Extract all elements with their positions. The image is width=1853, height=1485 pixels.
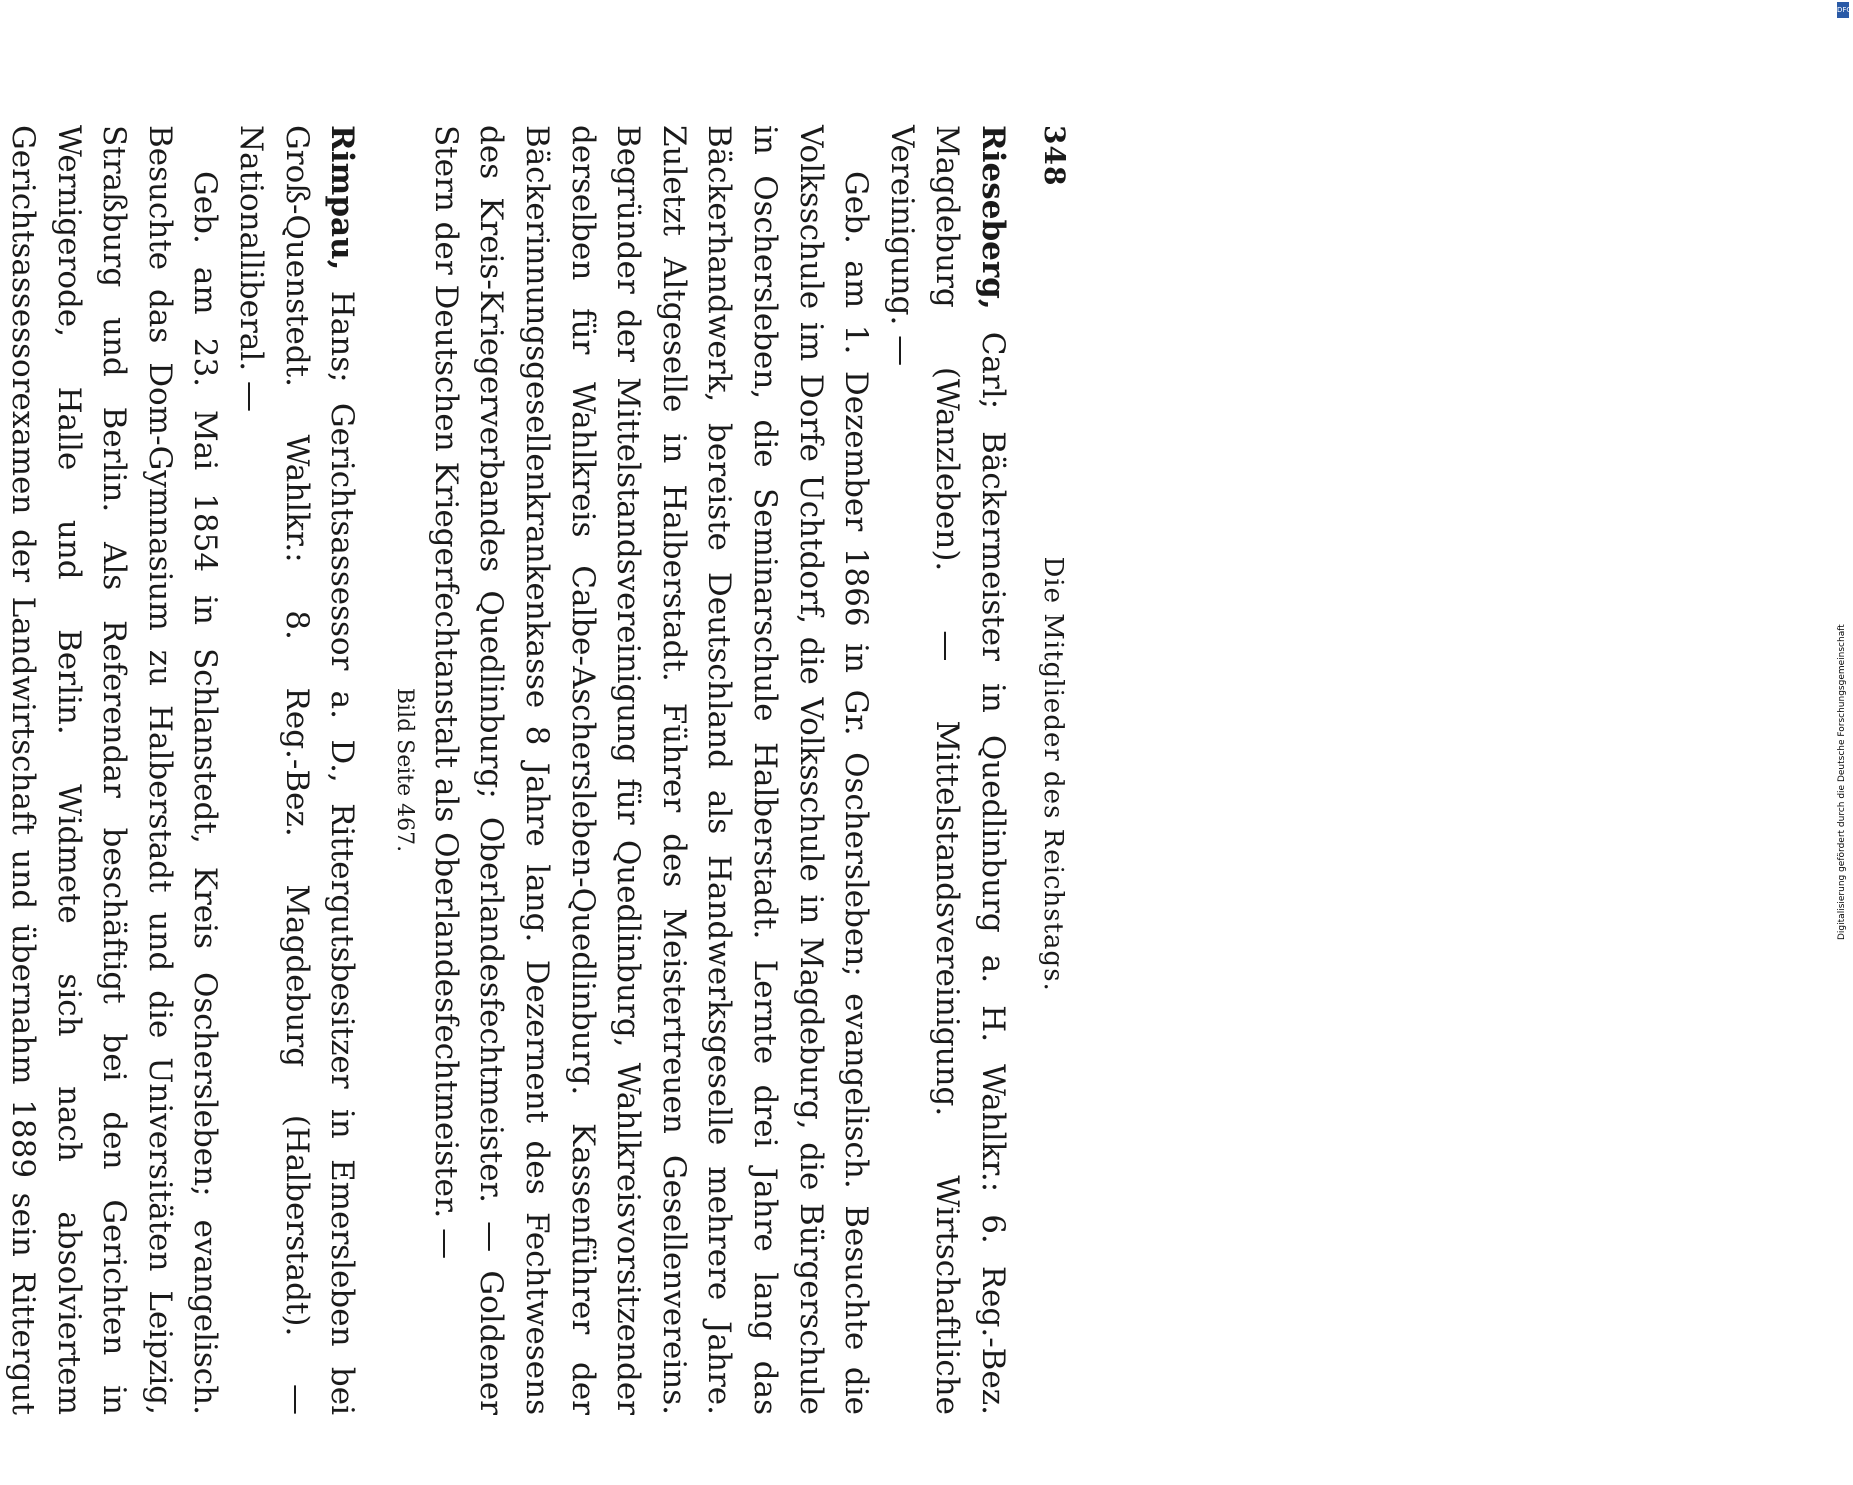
page-body — [5, 55, 1075, 1485]
digitization-credit — [1837, 0, 1849, 1000]
credit-text: Digitalisierung gefördert durch die Deutsche Forschungsgemeinschaft — [1837, 624, 1847, 940]
entry-biography: Geb. am 1. Dezember 1866 in Gr. Oschersleben; evangelisch. Besuchte die Volksschule im Dorfe Uchtdorf, die Volksschule in Magdeburg, die Bürgerschule in Oschersleben, die Seminarschule Halberstadt. Lernte drei Jahre lang das Bäckerhandwerk, bereiste Deutschland als Handwerksgeselle mehrere Jahre. Zuletzt Altgeselle in Halberstadt. Führer des Meistertreuen Gesellenvereins. Begründer der Mittelstandsvereinigung für Quedlinburg, Wahlkreisvorsitzender derselben für Wahlkreis Calbe-Aschersleben-Quedlinburg. Kassenführer der Bäckerinnungsgesellenkrankenkasse 8 Jahre lang. Dezernent des Fechtwesens des Kreis-Kriegerverbandes Quedlinburg; Oberlandesfechtmeister. — Goldener Stern der Deutschen Kriegerfechtanstalt als Oberlandesfechtmeister. — — [427, 125, 875, 1415]
entry-heading — [228, 125, 365, 1415]
page-number: 348 — [1038, 125, 1071, 187]
member-affiliation: Carl; Bäckermeister in Quedlinburg a. H. Wahlkr.: 6. Reg.-Bez. Magdeburg (Wanzleben). — Mittelstandsvereinigung. Wirtschaftliche Vereinigung. — — [883, 125, 1011, 1415]
member-name: Rieseberg, — [975, 125, 1011, 310]
member-name: Rimpau, — [324, 125, 361, 271]
entry-biography: Geb. am 23. Mai 1854 in Schlanstedt, Kreis Oschersleben; evangelisch. Besuchte das Dom-Gymnasium zu Halberstadt und die Universitäten Leipzig, Straßburg und Berlin. Als Referendar beschäftigt bei den Gerichten in Wernigerode, Halle und Berlin. Widmete sich nach absolviertem Gerichtsassessorexamen der Landwirtschaft und übernahm 1889 sein Rittergut — [5, 125, 224, 1415]
entry-heading — [878, 125, 1015, 1415]
running-title: Die Mitglieder des Reichstags. — [1038, 556, 1068, 992]
member-affiliation: Hans; Gerichtsassessor a. D., Rittergutsbesitzer in Emersleben bei Groß-Quenstedt. Wahlkr.: 8. Reg.-Bez. Magdeburg (Halberstadt). — Nationalliberal. — — [233, 125, 361, 1415]
page-header — [1025, 125, 1071, 1415]
image-reference: Bild Seite 467. — [392, 687, 418, 853]
entry-rimpau — [0, 125, 364, 1415]
dfg-logo-icon: DFG — [1837, 2, 1849, 18]
entry-rieseberg — [390, 125, 1015, 1415]
